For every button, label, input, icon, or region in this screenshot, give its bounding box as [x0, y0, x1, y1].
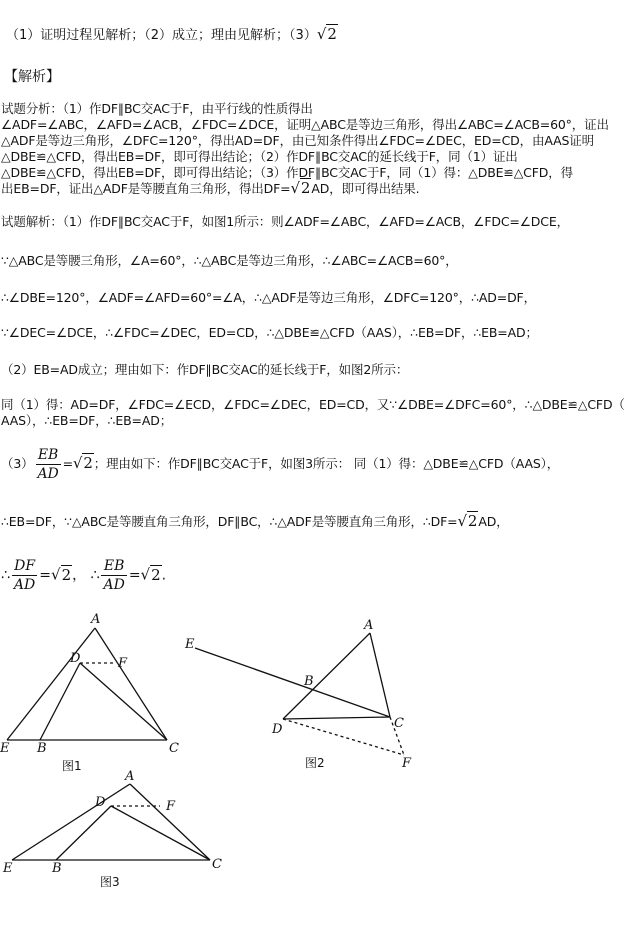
solution-p6a: 同（1）得：AD=DF，∠FDC=∠ECD，∠FDC=∠DEC，ED=CD，又∵∠DBE=∠DFC=60°，∴△DBE≌△CFD（ — [1, 397, 625, 412]
fraction-df-ad: $\frac{DF}{AD}$ — [13, 558, 36, 593]
fig3-label-e: E — [3, 861, 13, 876]
fig3-label-a: A — [125, 769, 135, 784]
fig2-caption: 图2 — [305, 756, 325, 770]
fig3-label-c: C — [212, 857, 222, 872]
solution-p2: ∵△ABC是等腰三角形，∠A=60°，∴△ABC是等边三角形，∴∠ABC=∠ACB=60°， — [1, 253, 458, 268]
solution-p9: ∴ $\frac{DF}{AD}$ =√2， ∴ $\frac{EB}{AD}$ =√2. — [1, 558, 167, 593]
fig1-line-dc — [80, 663, 167, 740]
fig1-label-a: A — [91, 612, 101, 627]
fig3-line-ae — [12, 784, 130, 860]
fig3-caption: 图3 — [100, 875, 120, 889]
solution-p6b: AAS），∴EB=DF，∴EB=AD； — [1, 413, 173, 428]
analysis-header: 【解析】 — [4, 69, 60, 85]
fig2-label-a: A — [364, 618, 374, 633]
fig1-line-ac — [95, 628, 167, 740]
solution-p4: ∵∠DEC=∠DCE，∴∠FDC=∠DEC，ED=CD，∴△DBE≌△CFD（AAS），∴EB=DF，∴EB=AD； — [1, 325, 538, 340]
sqrt-p9-a: √2 — [51, 565, 72, 584]
fraction-eb-ad-2: $\frac{EB}{AD}$ — [103, 558, 125, 593]
fig3-label-f: F — [166, 799, 176, 814]
analysis-line-4: △DBE≌△CFD，得出EB=DF，即可得出结论；（2）作DF∥BC交AC的延长线于F，同（1）证出 — [1, 149, 518, 164]
fig3-label-d: D — [95, 795, 106, 810]
analysis-line-6: 出EB=DF，证出△ADF是等腰直角三角形，得出DF=√2AD，即可得出结果. — [1, 179, 420, 197]
answer-prefix: （1）证明过程见解析；（2）成立；理由见解析；（3） — [6, 28, 317, 43]
figure-2 — [180, 615, 430, 775]
fig3-label-b: B — [52, 861, 62, 876]
sqrt-analysis: √2 — [290, 179, 311, 197]
fig2-line-ad — [283, 633, 370, 719]
fig2-label-f: F — [402, 756, 412, 771]
sqrt-p7: √2 — [72, 454, 93, 472]
sqrt-p9-b: √2 — [140, 565, 161, 584]
solution-p5: （2）EB=AD成立；理由如下：作DF∥BC交AC的延长线于F，如图2所示： — [1, 362, 409, 377]
figure-1 — [0, 610, 200, 780]
sqrt-answer: √2 — [316, 25, 337, 43]
analysis-line-3: △ADF是等边三角形，∠DFC=120°，得出AD=DF，由已知条件得出∠FDC=∠DEC，ED=CD，由AAS证明 — [1, 133, 594, 148]
answer-line — [6, 26, 338, 44]
analysis-line-2: ∠ADF=∠ABC，∠AFD=∠ACB，∠FDC=∠DCE，证明△ABC是等边三角形，得出∠ABC=∠ACB=60°，证出 — [1, 117, 609, 132]
fig1-label-e: E — [0, 741, 10, 756]
fig2-label-c: C — [394, 716, 404, 731]
fig1-label-d: D — [70, 651, 81, 666]
fig1-label-f: F — [118, 656, 128, 671]
fig1-label-b: B — [37, 741, 47, 756]
solution-p1: 试题解析：（1）作DF∥BC交AC于F，如图1所示：则∠ADF=∠ABC，∠AFD=∠ACB，∠FDC=∠DCE， — [1, 214, 569, 229]
solution-p3: ∴∠DBE=120°，∠ADF=∠AFD=60°=∠A，∴△ADF是等边三角形，∠DFC=120°，∴AD=DF， — [1, 290, 536, 305]
analysis-line-1: 试题分析：（1）作DF∥BC交AC于F，由平行线的性质得出 — [1, 101, 313, 116]
fig2-line-dc — [283, 717, 390, 719]
fig2-line-df — [283, 719, 404, 755]
fig1-caption: 图1 — [62, 759, 82, 773]
fig2-line-ac — [370, 633, 390, 717]
fig1-line-db — [40, 663, 80, 740]
fraction-eb-ad: $\frac{EB}{AD}$ — [37, 447, 59, 482]
fig2-label-d: D — [272, 722, 283, 737]
solution-p8: ∴EB=DF，∵△ABC是等腰直角三角形，DF∥BC，∴△ADF是等腰直角三角形，∴DF=√2AD， — [1, 512, 509, 530]
fig2-line-ec — [195, 648, 390, 717]
fig1-line-ae — [7, 628, 95, 740]
sqrt-p8: √2 — [457, 512, 478, 530]
analysis-line-5: △DBE≌△CFD，得出EB=DF，即可得出结论；（3）作DF∥BC交AC于F，同（1）得：△DBE≌△CFD，得 — [1, 165, 573, 180]
figure-3 — [0, 768, 240, 892]
fig1-label-c: C — [169, 741, 179, 756]
fig3-line-ac — [130, 784, 210, 860]
fig2-label-b: B — [304, 674, 314, 689]
fig2-label-e: E — [185, 637, 195, 652]
solution-p7: （3） $\frac{EB}{AD}$ =√2；理由如下：作DF∥BC交AC于F，如图3所示： 同（1）得：△DBE≌△CFD（AAS）， — [1, 447, 560, 482]
fig3-line-dc — [111, 806, 210, 860]
